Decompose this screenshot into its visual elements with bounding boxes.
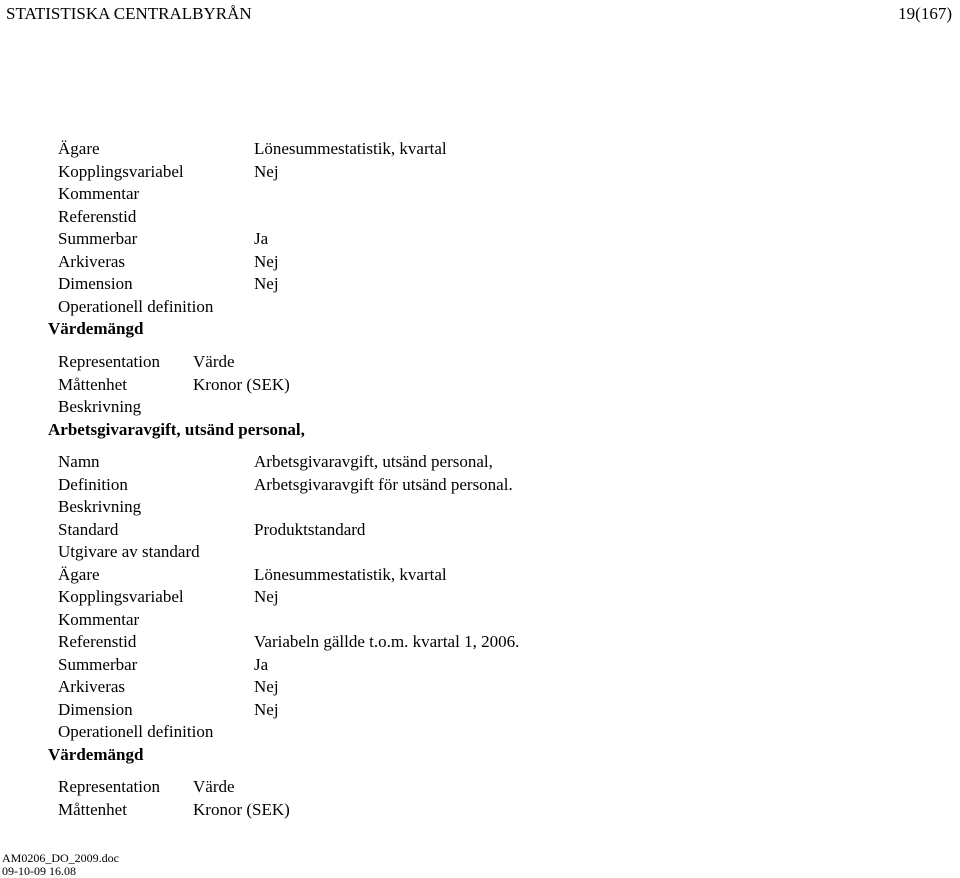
field-label: Summerbar xyxy=(58,655,138,674)
field-label: Kommentar xyxy=(58,610,140,629)
field-label: Representation xyxy=(58,777,160,796)
field-label: Operationell definition xyxy=(58,297,214,316)
footer-timestamp: 09-10-09 16.08 xyxy=(2,864,76,878)
field-value: Nej xyxy=(254,677,279,696)
field-label: Definition xyxy=(58,475,128,494)
field-label: Arkiveras xyxy=(58,677,126,696)
field-label: Beskrivning xyxy=(58,397,142,416)
field-label: Ägare xyxy=(58,565,100,584)
field-label: Referenstid xyxy=(58,632,137,651)
field-label: Referenstid xyxy=(58,207,137,226)
field-value: Arbetsgivaravgift för utsänd personal. xyxy=(254,475,513,494)
section-heading: Värdemängd xyxy=(48,319,144,338)
field-value: Lönesummestatistik, kvartal xyxy=(254,139,447,158)
field-label: Dimension xyxy=(58,274,133,293)
variable-title: Arbetsgivaravgift, utsänd personal, xyxy=(48,420,305,439)
section-heading: Värdemängd xyxy=(48,745,144,764)
field-value: Ja xyxy=(254,655,269,674)
page-number: 19(167) xyxy=(898,4,952,23)
field-label: Kopplingsvariabel xyxy=(58,162,184,181)
field-value: Värde xyxy=(193,352,235,371)
field-label: Operationell definition xyxy=(58,722,214,741)
field-label: Arkiveras xyxy=(58,252,126,271)
field-label: Namn xyxy=(58,452,100,471)
field-label: Representation xyxy=(58,352,160,371)
field-value: Värde xyxy=(193,777,235,796)
field-value: Nej xyxy=(254,587,279,606)
field-value: Variabeln gällde t.o.m. kvartal 1, 2006. xyxy=(254,632,520,651)
field-value: Nej xyxy=(254,252,279,271)
footer-filename: AM0206_DO_2009.doc xyxy=(2,851,119,865)
field-value: Produktstandard xyxy=(254,520,366,539)
field-label: Kopplingsvariabel xyxy=(58,587,184,606)
field-label: Utgivare av standard xyxy=(58,542,200,561)
field-value: Ja xyxy=(254,229,269,248)
field-label: Beskrivning xyxy=(58,497,142,516)
field-label: Måttenhet xyxy=(58,800,127,819)
field-value: Nej xyxy=(254,700,279,719)
field-value: Arbetsgivaravgift, utsänd personal, xyxy=(254,452,493,471)
field-value: Lönesummestatistik, kvartal xyxy=(254,565,447,584)
field-label: Standard xyxy=(58,520,119,539)
field-value: Nej xyxy=(254,274,279,293)
field-label: Ägare xyxy=(58,139,100,158)
field-label: Summerbar xyxy=(58,229,138,248)
field-value: Kronor (SEK) xyxy=(193,375,290,394)
field-label: Kommentar xyxy=(58,184,140,203)
field-value: Kronor (SEK) xyxy=(193,800,290,819)
organization-name: STATISTISKA CENTRALBYRÅN xyxy=(6,4,252,23)
field-label: Dimension xyxy=(58,700,133,719)
field-value: Nej xyxy=(254,162,279,181)
field-label: Måttenhet xyxy=(58,375,127,394)
